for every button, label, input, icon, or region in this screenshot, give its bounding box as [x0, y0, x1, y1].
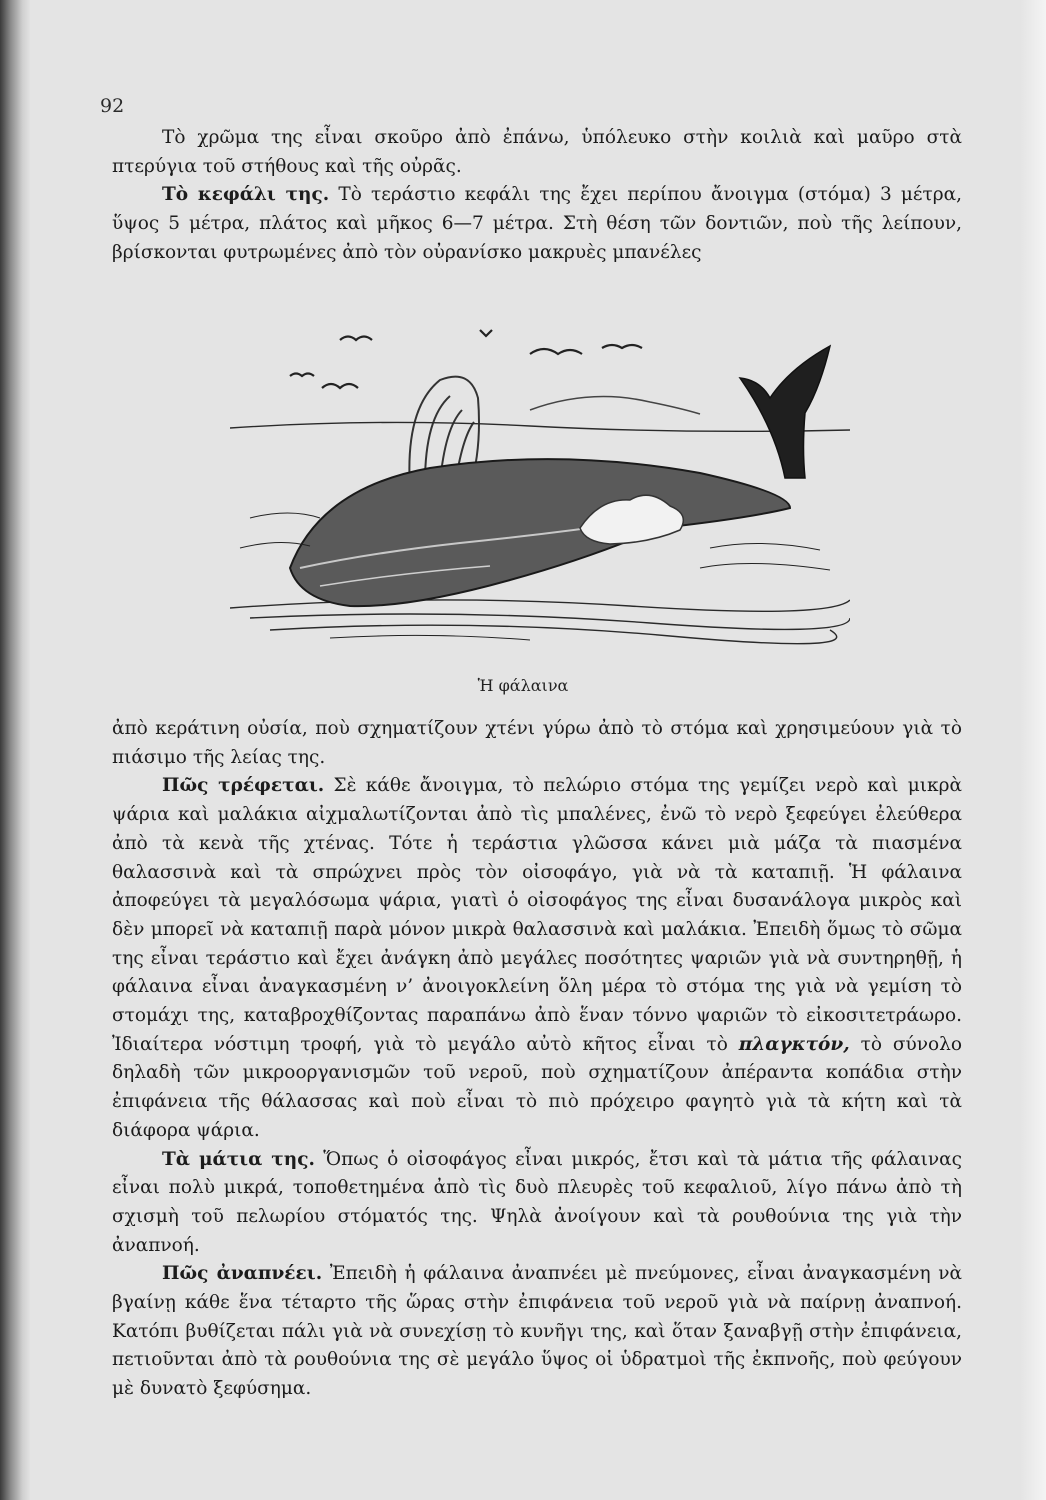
top-text-block — [112, 124, 962, 268]
figure-caption: Ἡ φάλαινα — [477, 676, 569, 695]
paragraph-breathing — [112, 1260, 962, 1404]
term-plankton: πλαγκτόν, — [738, 1033, 850, 1055]
bottom-text-block — [112, 715, 962, 1404]
whale-illustration — [230, 318, 850, 658]
paragraph-head — [112, 181, 962, 267]
whale-tail — [740, 346, 830, 478]
paragraph-feeding-body-b: τὸ σύνολο δηλαδὴ τῶν μικροοργανισμῶν τοῦ νεροῦ, ποὺ σχηματίζουν ἀπέραντα κοπάδια στὴν ἐπιφάνεια τῆς θάλασσας καὶ ποὺ εἶναι τὸ πιὸ πρόχειρο φαγητὸ γιὰ τὰ κήτη καὶ τὰ διάφορα ψάρια. — [112, 1033, 962, 1141]
paragraph-breathing-body: Ἐπειδὴ ἡ φάλαινα ἀναπνέει μὲ πνεύμονες, εἶναι ἀναγκασμένη νὰ βγαίνῃ κάθε ἕνα τέταρτο τῆς ὥρας στὴν ἐπιφάνεια τοῦ νεροῦ γιὰ νὰ παίρνῃ ἀναπνοή. Κατόπι βυθίζεται πάλι γιὰ νὰ συνεχίσῃ τὸ κυνῆγι της, καὶ ὅταν ξαναβγῇ στὴν ἐπιφάνεια, πετιοῦνται ἀπὸ τὰ ρουθούνια της σὲ μεγάλο ὕψος οἱ ὑδρατμοὶ τῆς ἐκπνοῆς, ποὺ φεύγουν μὲ δυνατὸ ξεφύσημα. — [112, 1263, 962, 1400]
paragraph-eyes-body: Ὅπως ὁ οἰσοφάγος εἶναι μικρός, ἔτσι καὶ τὰ μάτια τῆς φάλαινας εἶναι πολὺ μικρά, τοποθετημένα ἀπὸ τὶς δυὸ πλευρὲς τοῦ κεφαλιοῦ, λίγο πάνω ἀπὸ τὴ σχισμὴ τοῦ πελωρίου στόματός της. Ψηλὰ ἀνοίγουν καὶ τὰ ρουθούνια της γιὰ τὴν ἀναπνοή. — [112, 1148, 963, 1256]
heading-feeding: Πῶς τρέφεται. — [162, 775, 325, 797]
page-number: 92 — [100, 95, 125, 117]
paragraph-baleen: ἀπὸ κεράτινη οὐσία, ποὺ σχηματίζουν χτένι γύρω ἀπὸ τὸ στόμα καὶ χρησιμεύουν γιὰ τὸ πιάσιμο τῆς λείας της. — [112, 718, 962, 768]
paragraph-color: Τὸ χρῶμα της εἶναι σκοῦρο ἀπὸ ἐπάνω, ὑπόλευκο στὴν κοιλιὰ καὶ μαῦρο στὰ πτερύγια τοῦ στήθους καὶ τῆς οὐρᾶς. — [112, 127, 962, 177]
whale-body — [290, 459, 790, 606]
heading-head: Τὸ κεφάλι της. — [162, 184, 330, 206]
book-spine-shadow — [0, 0, 30, 1500]
paragraph-feeding-body-a: Σὲ κάθε ἄνοιγμα, τὸ πελώριο στόμα της γεμίζει νερὸ καὶ μικρὰ ψάρια καὶ μαλάκια αἰχμαλωτίζονται ἀπὸ τὶς μπαλένες, ἐνῶ τὸ νερὸ ξεφεύγει ἐλεύθερα ἀπὸ τὰ κενὰ τῆς χτένας. Τότε ἡ τεράστια γλῶσσα κάνει μιὰ μάζα τὰ πιασμένα θαλασσινὰ καὶ τὰ σπρώχνει πρὸς τὸν οἰσοφάγο, γιὰ νὰ τὰ καταπιῇ. Ἡ φάλαινα ἀποφεύγει τὰ μεγαλόσωμα ψάρια, γιατὶ ὁ οἰσοφάγος της εἶναι δυσανάλογα μικρὸς καὶ δὲν μπορεῖ νὰ καταπιῇ παρὰ μόνον μικρὰ θαλασσινὰ καὶ μαλάκια. Ἐπειδὴ ὅμως τὸ σῶμα της εἶναι τεράστιο καὶ ἔχει ἀνάγκη ἀπὸ μεγάλες ποσότητες ψαριῶν γιὰ νὰ συντηρηθῇ, ἡ φάλαινα εἶναι ἀναγκασμένη ν’ ἀνοιγοκλείνη ὅλη μέρα τὸ στόμα της γιὰ νὰ γεμίση τὸ στομάχι της, καταβροχθίζοντας παραπάνω ἀπὸ ἕναν τόννο ψαριῶν τὸ εἰκοσιτετράωρο. Ἰδιαίτερα νόστιμη τροφή, γιὰ τὸ μεγάλο αὐτὸ κῆτος εἶναι τὸ — [112, 775, 962, 1055]
paragraph-eyes — [112, 1146, 962, 1261]
heading-breathing: Πῶς ἀναπνέει. — [162, 1263, 323, 1285]
paragraph-head-body: Τὸ τεράστιο κεφάλι της ἔχει περίπου ἄνοιγμα (στόμα) 3 μέτρα, ὕψος 5 μέτρα, πλάτος καὶ μῆκος 6—7 μέτρα. Στὴ θέση τῶν δοντιῶν, ποὺ τῆς λείπουν, βρίσκονται φυτρωμένες ἀπὸ τὸν οὐρανίσκο μακρυὲς μπανέλες — [112, 184, 962, 263]
page-edge — [1020, 0, 1046, 1500]
heading-eyes: Τὰ μάτια της. — [162, 1148, 315, 1170]
paragraph-feeding — [112, 772, 962, 1145]
